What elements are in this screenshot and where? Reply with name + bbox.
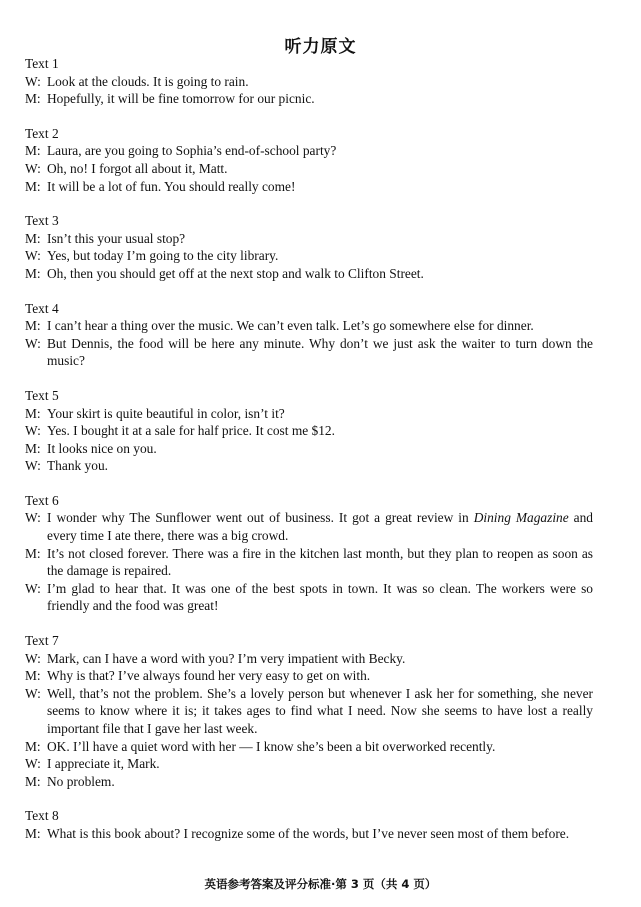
dialogue-line (25, 457, 593, 475)
dialogue-line (25, 160, 593, 178)
transcript-section (25, 55, 593, 108)
speaker-label: M: (25, 178, 41, 194)
speaker-label: M: (25, 545, 41, 561)
dialogue-line (25, 422, 593, 440)
section-title: Text 3 (25, 213, 59, 229)
speaker-label: M: (25, 825, 41, 841)
transcript-section (25, 300, 593, 370)
dialogue-line (25, 335, 593, 370)
dialogue-line (25, 405, 593, 423)
dialogue-text: It looks nice on you. (47, 440, 157, 456)
dialogue-text: Look at the clouds. It is going to rain. (47, 73, 249, 89)
dialogue-line (25, 545, 593, 580)
section-title: Text 2 (25, 125, 59, 141)
dialogue-line (25, 509, 593, 544)
page-footer: 英语参考答案及评分标准·第 3 页（共 4 页） (204, 877, 437, 891)
dialogue-text: No problem. (47, 773, 115, 789)
speaker-label: W: (25, 580, 41, 596)
dialogue-text: Thank you. (47, 458, 108, 474)
dialogue-line (25, 773, 593, 791)
dialogue-text: Yes. I bought it at a sale for half price. It cost me $12. (47, 423, 335, 439)
dialogue-line (25, 738, 593, 756)
dialogue-line (25, 755, 593, 773)
speaker-label: M: (25, 668, 41, 684)
speaker-label: W: (25, 423, 41, 439)
speaker-label: M: (25, 230, 41, 246)
transcript-section (25, 632, 593, 790)
dialogue-text: I can’t hear a thing over the music. We can’t even talk. Let’s go somewhere else for dinner. (47, 318, 534, 334)
dialogue-text: What is this book about? I recognize some of the words, but I’ve never seen most of them before. (47, 825, 570, 841)
dialogue-text: Your skirt is quite beautiful in color, isn’t it? (47, 405, 285, 421)
dialogue-line (25, 230, 593, 248)
speaker-label: W: (25, 650, 41, 666)
dialogue-text: Laura, are you going to Sophia’s end-of-school party? (47, 143, 337, 159)
speaker-label: W: (25, 335, 41, 351)
section-title: Text 5 (25, 387, 59, 403)
transcript-section (25, 807, 593, 842)
speaker-label: M: (25, 738, 41, 754)
dialogue-text: It will be a lot of fun. You should really come! (47, 178, 296, 194)
speaker-label: M: (25, 405, 41, 421)
speaker-label: M: (25, 91, 41, 107)
transcript-content (25, 55, 593, 860)
dialogue-line (25, 825, 593, 843)
speaker-label: W: (25, 685, 41, 701)
speaker-label: W: (25, 510, 41, 526)
speaker-label: W: (25, 160, 41, 176)
dialogue-line (25, 90, 593, 108)
dialogue-text: It’s not closed forever. There was a fire in the kitchen last month, but they plan to reopen as soon as the damage is repaired. (47, 545, 593, 579)
section-title: Text 8 (25, 808, 59, 824)
dialogue-line (25, 580, 593, 615)
transcript-section (25, 125, 593, 195)
dialogue-line (25, 650, 593, 668)
dialogue-line (25, 317, 593, 335)
dialogue-line (25, 73, 593, 91)
dialogue-line (25, 142, 593, 160)
dialogue-line (25, 667, 593, 685)
dialogue-text: Yes, but today I’m going to the city library. (47, 248, 279, 264)
speaker-label: M: (25, 143, 41, 159)
dialogue-text: But Dennis, the food will be here any minute. Why don’t we just ask the waiter to turn down the music? (47, 335, 593, 369)
dialogue-text: Why is that? I’ve always found her very easy to get on with. (47, 668, 371, 684)
dialogue-text: Isn’t this your usual stop? (47, 230, 186, 246)
dialogue-text: I’m glad to hear that. It was one of the best spots in town. It was so clean. The workers were so friendly and the food was great! (47, 580, 593, 614)
speaker-label: M: (25, 773, 41, 789)
dialogue-text: OK. I’ll have a quiet word with her — I know she’s been a bit overworked recently. (47, 738, 496, 754)
section-title: Text 4 (25, 300, 59, 316)
transcript-section (25, 492, 593, 615)
speaker-label: W: (25, 73, 41, 89)
dialogue-text: Oh, then you should get off at the next stop and walk to Clifton Street. (47, 265, 424, 281)
dialogue-line (25, 265, 593, 283)
dialogue-line (25, 247, 593, 265)
section-title: Text 7 (25, 633, 59, 649)
section-title: Text 1 (25, 56, 59, 71)
speaker-label: W: (25, 248, 41, 264)
dialogue-text: Hopefully, it will be fine tomorrow for our picnic. (47, 91, 315, 107)
dialogue-text: Mark, can I have a word with you? I’m very impatient with Becky. (47, 650, 406, 666)
dialogue-text: Well, that’s not the problem. She’s a lovely person but whenever I ask her for something, she never seems to know where it is; it takes ages to find what I need. Now she seems to have lost a really important file that I gave her last week. (47, 685, 593, 736)
dialogue-line (25, 685, 593, 738)
dialogue-line (25, 178, 593, 196)
dialogue-text: I appreciate it, Mark. (47, 756, 160, 772)
dialogue-text: Oh, no! I forgot all about it, Matt. (47, 160, 228, 176)
speaker-label: W: (25, 756, 41, 772)
speaker-label: M: (25, 318, 41, 334)
italic-title: Dining Magazine (473, 510, 569, 526)
section-title: Text 6 (25, 492, 59, 508)
transcript-section (25, 212, 593, 282)
speaker-label: W: (25, 458, 41, 474)
transcript-section (25, 387, 593, 475)
speaker-label: M: (25, 440, 41, 456)
dialogue-text-continued: and every time I ate there, there was a big crowd. (47, 510, 594, 544)
speaker-label: M: (25, 265, 41, 281)
dialogue-line (25, 440, 593, 458)
page-title: 听力原文 (284, 37, 357, 57)
dialogue-text: I wonder why The Sunflower went out of business. It got a great review in (47, 510, 474, 526)
